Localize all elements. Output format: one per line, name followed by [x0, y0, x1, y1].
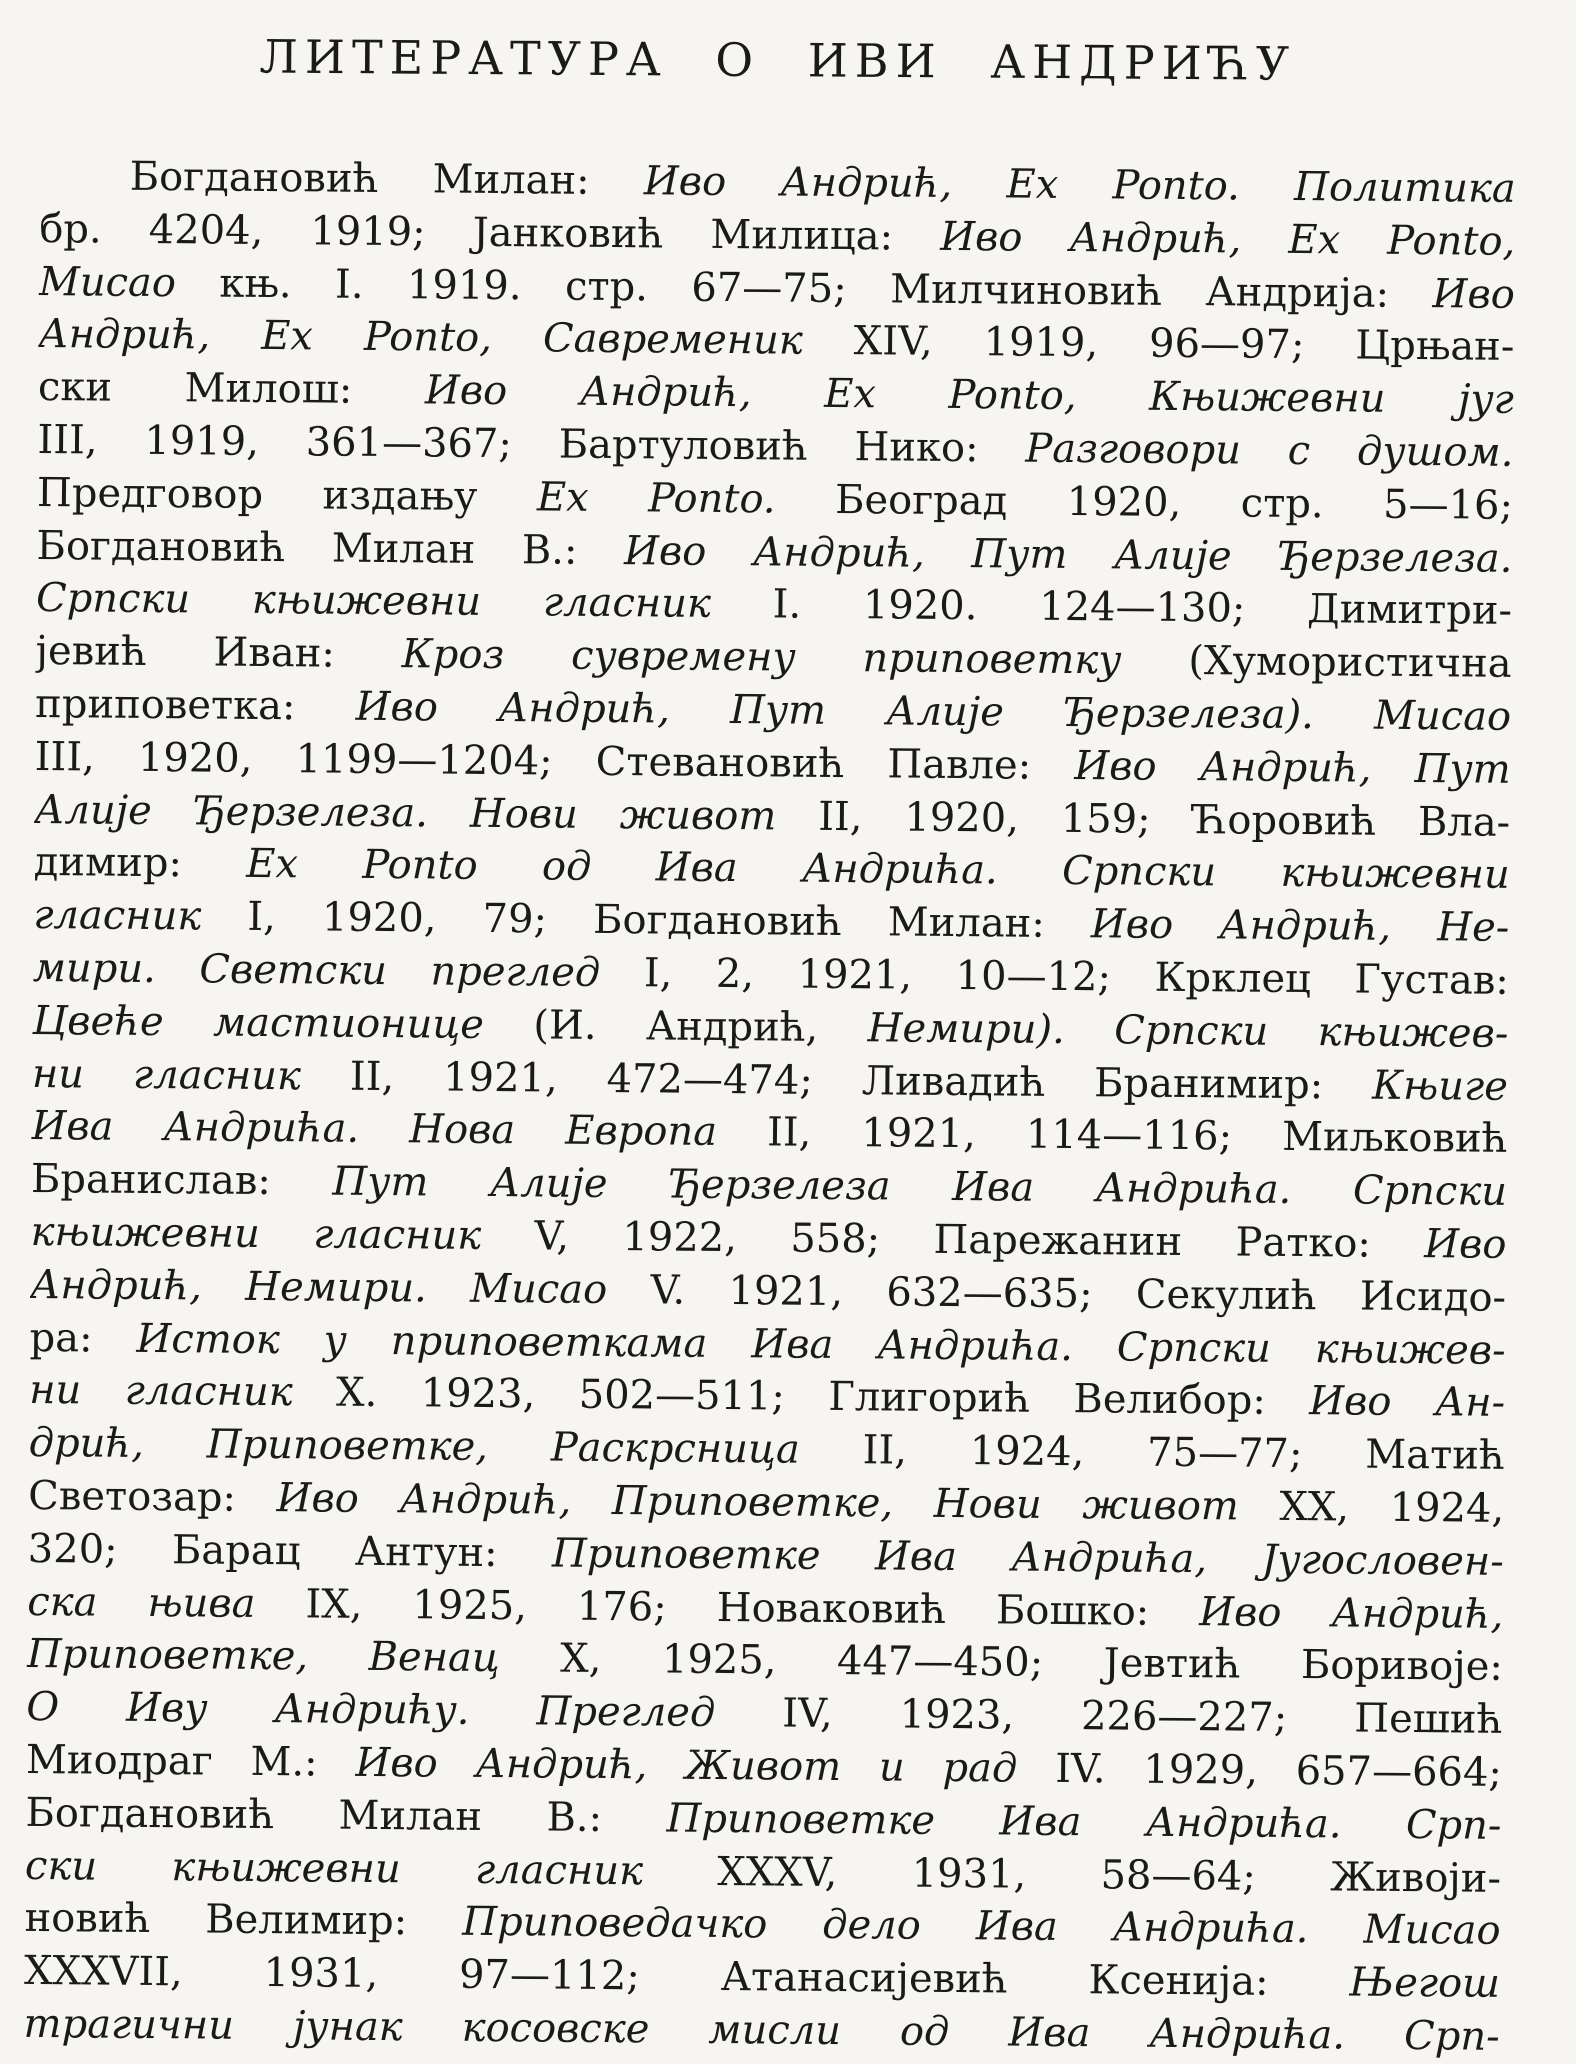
italic-title-text: Српски књижевни гласник: [35, 575, 712, 628]
italic-title-text: Приповетке Ива Андрића, Југословен-: [551, 1530, 1504, 1585]
italic-title-text: Иво: [1424, 1221, 1507, 1268]
bibliography-text: [23, 150, 1516, 2063]
citation-text: III, 1920, 1199—1204; Стевановић Павле:: [34, 733, 1075, 789]
page-title: ЛИТЕРАТУРА О ИВИ АНДРИЋУ: [259, 29, 1297, 91]
citation-text: бр. 4204, 1919; Јанковић Милица:: [39, 205, 941, 260]
citation-text: (Хумористична: [1121, 637, 1512, 688]
italic-title-text: Ex Ponto.: [536, 474, 776, 523]
italic-title-text: О Иву Андрићу. Преглед: [26, 1684, 716, 1737]
italic-title-text: ни гласник: [28, 1367, 293, 1416]
citation-text: I. 1920. 124—130; Димитри-: [710, 581, 1513, 635]
italic-title-text: трагични јунак косовске мисли од Ива Андрића. Срп-: [23, 2000, 1500, 2060]
italic-title-text: ни гласник: [31, 1050, 302, 1099]
italic-title-text: Иво: [1432, 270, 1515, 318]
citation-text: II, 1921, 114—116; Миљковић: [716, 1109, 1508, 1163]
italic-title-text: Ex Ponto од Ива Андрића. Српски књижевни: [246, 841, 1510, 899]
citation-text: IX, 1925, 176; Новаковић Бошко:: [255, 1580, 1200, 1635]
citation-text: III, 1919, 361—367; Бартуловић Нико:: [37, 416, 1026, 472]
citation-text: књ. I. 1919. стр. 67—75; Милчиновић Андрија:: [175, 259, 1433, 317]
citation-text: II, 1921, 472—474; Ливадић Бранимир:: [300, 1052, 1373, 1109]
citation-text: (И. Андрић,: [483, 1001, 868, 1052]
italic-title-text: Пут Алије Ђерзелеза Ива Андрића. Српски: [332, 1158, 1508, 1215]
citation-text: X, 1925, 447—450; Јевтић Боривоје:: [499, 1635, 1504, 1691]
italic-title-text: Иво Андрић, Пут: [1074, 742, 1511, 793]
italic-title-text: Цвеће мастионице: [32, 997, 485, 1048]
citation-text: Богдановић Милан В.:: [25, 1789, 667, 1842]
citation-text: XIV, 1919, 96—97; Црњан-: [802, 318, 1515, 371]
citation-text: ра:: [29, 1314, 137, 1362]
citation-text: Београд 1920, стр. 5—16;: [775, 476, 1514, 529]
citation-text: XXXVII, 1931, 97—112; Атанасијевић Ксенија:: [23, 1948, 1350, 2006]
italic-title-text: Ива Андрића. Нова Европа: [31, 1103, 718, 1156]
citation-text: јевић Иван:: [35, 628, 402, 678]
citation-text: I, 2, 1921, 10—12; Крклец Густав:: [600, 949, 1510, 1004]
citation-text: I, 1920, 79; Богдановић Милан:: [201, 893, 1092, 948]
citation-text: XX, 1924,: [1238, 1483, 1505, 1532]
italic-title-text: Његош: [1349, 1959, 1501, 2007]
italic-title-text: Приповетке Ива Андрића. Срп-: [666, 1795, 1502, 1849]
citation-text: Светозар:: [28, 1472, 277, 1522]
italic-title-text: Иво Ан-: [1309, 1378, 1506, 1427]
italic-title-text: ски књижевни гласник: [24, 1842, 644, 1894]
citation-text: 320; Барац Антун:: [27, 1525, 553, 1577]
citation-text: II, 1924, 75—77; Матић: [799, 1426, 1505, 1479]
italic-title-text: гласник: [33, 892, 202, 940]
italic-title-text: Немири). Српски књижев-: [867, 1005, 1509, 1057]
citation-text: ски Милош:: [37, 364, 426, 414]
italic-title-text: Мисао: [38, 258, 177, 306]
italic-title-text: Андрић, Ex Ponto, Савременик: [38, 311, 803, 365]
italic-title-text: Иво Андрић, Не-: [1090, 901, 1510, 952]
citation-text: IV. 1929, 657—664;: [1017, 1745, 1503, 1796]
italic-title-text: Иво Андрић, Приповетке, Нови живот: [276, 1475, 1240, 1530]
italic-title-text: ска њива: [27, 1578, 256, 1627]
citation-text: V. 1921, 632—635; Секулић Исидо-: [607, 1266, 1507, 1321]
citation-text: Миодраг М.:: [25, 1736, 356, 1786]
citation-text: приповетка:: [34, 680, 356, 730]
italic-title-text: Исток у приповеткама Ива Андрића. Српски књижев-: [136, 1315, 1506, 1374]
italic-title-text: Књиге: [1371, 1062, 1509, 1110]
italic-title-text: Андрић, Немири. Мисао: [29, 1261, 608, 1313]
citation-text: II, 1920, 159; Ћоровић Вла-: [776, 793, 1511, 846]
italic-title-text: књижевни гласник: [30, 1208, 482, 1259]
italic-title-text: Иво Андрић, Ex Ponto. Политика: [643, 158, 1516, 212]
citation-text: Богдановић Милан В.:: [36, 522, 625, 574]
italic-title-text: Разговори с душом.: [1025, 425, 1514, 476]
italic-title-text: дрић, Приповетке, Раскрсница: [28, 1420, 800, 1473]
italic-title-text: Иво Андрић,: [1199, 1588, 1504, 1638]
italic-title-text: Иво Андрић, Пут Алије Ђерзелеза). Мисао: [355, 683, 1512, 740]
italic-title-text: Алије Ђерзелеза. Нови живот: [34, 786, 777, 840]
citation-text: Богдановић Милан:: [129, 153, 645, 205]
citation-text: XXXV, 1931, 58—64; Живоји-: [642, 1847, 1502, 1902]
italic-title-text: Иво Андрић, Живот и рад: [355, 1739, 1018, 1792]
italic-title-text: мири. Светски преглед: [32, 944, 601, 996]
citation-text: V, 1922, 558; Парежанин Ратко:: [480, 1212, 1425, 1268]
italic-title-text: Иво Андрић, Пут Алије Ђерзелеза.: [623, 527, 1513, 582]
italic-title-text: Приповедачко дело Ива Андрића. Мисао: [462, 1899, 1501, 1955]
citation-text: IV, 1923, 226—227; Пешић: [715, 1690, 1503, 1743]
citation-text: Бранислав:: [30, 1156, 333, 1205]
citation-text: новић Велимир:: [24, 1895, 463, 1946]
citation-text: димир:: [33, 839, 247, 888]
italic-title-text: Кроз сувремену приповетку: [401, 631, 1122, 684]
citation-text: Предговор издању: [36, 469, 538, 521]
italic-title-text: Иво Андрић, Ex Ponto,: [939, 213, 1516, 265]
citation-text: X. 1923, 502—511; Глигорић Велибор:: [292, 1369, 1310, 1425]
italic-title-text: Иво Андрић, Ex Ponto, Књижевни југ: [424, 367, 1515, 424]
italic-title-text: Приповетке, Венац: [26, 1631, 500, 1682]
